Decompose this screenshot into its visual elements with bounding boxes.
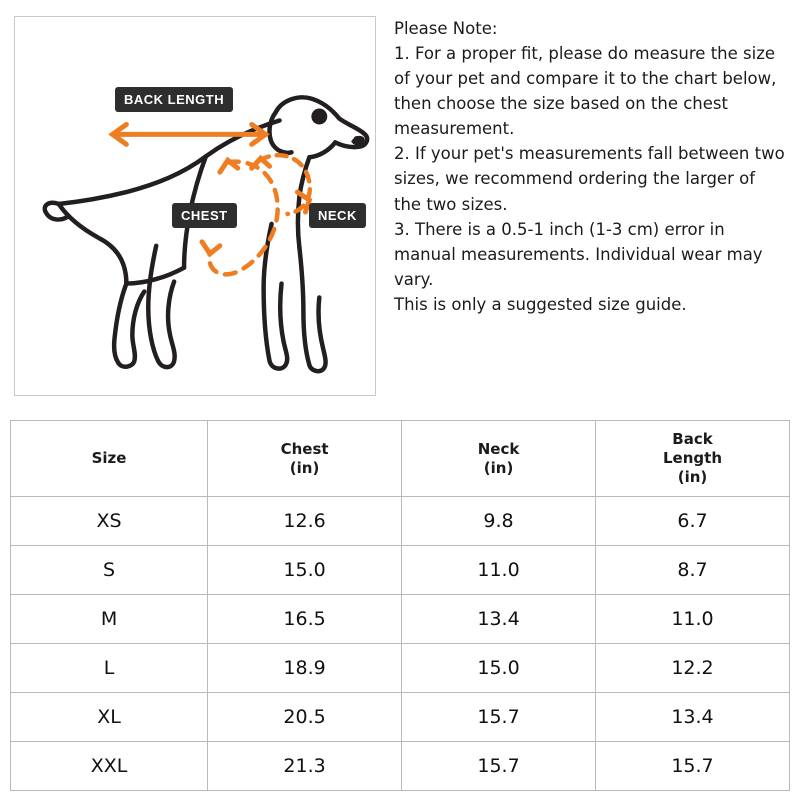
table-row [11, 693, 790, 742]
table-row [11, 595, 790, 644]
cell-chest: 18.9 [208, 644, 402, 693]
cell-neck: 15.0 [402, 644, 596, 693]
cell-chest: 12.6 [208, 497, 402, 546]
note-item-1: 1. For a proper fit, please do measure the size of your pet and compare it to the chart below, then choose the size based on the chest measurement. [394, 44, 777, 139]
cell-size: XS [11, 497, 208, 546]
note-item-3: 3. There is a 0.5-1 inch (1-3 cm) error in manual measurements. Individual wear may vary. [394, 219, 763, 289]
column-header-chest [208, 421, 402, 497]
dog-measurement-diagram [14, 16, 376, 396]
cell-back-length: 13.4 [596, 693, 790, 742]
cell-chest: 21.3 [208, 742, 402, 791]
top-section [0, 0, 800, 396]
table-header-row [11, 421, 790, 497]
column-header-neck [402, 421, 596, 497]
note-item-2: 2. If your pet's measurements fall between two sizes, we recommend ordering the larger of the two sizes. [394, 144, 785, 214]
cell-size: L [11, 644, 208, 693]
cell-back-length: 15.7 [596, 742, 790, 791]
cell-size: XL [11, 693, 208, 742]
chest-label: CHEST [172, 203, 237, 228]
cell-back-length: 12.2 [596, 644, 790, 693]
column-header-neck-label: Neck [477, 439, 520, 458]
cell-chest: 16.5 [208, 595, 402, 644]
size-chart-table [10, 420, 790, 791]
cell-chest: 20.5 [208, 693, 402, 742]
column-header-back-length [596, 421, 790, 497]
table-row [11, 742, 790, 791]
dog-eye [311, 109, 327, 125]
table-row [11, 497, 790, 546]
cell-neck: 11.0 [402, 546, 596, 595]
cell-neck: 9.8 [402, 497, 596, 546]
column-header-back-length-label: Back Length [663, 430, 722, 468]
column-header-chest-label: Chest [280, 439, 329, 458]
cell-neck: 13.4 [402, 595, 596, 644]
dog-outline [45, 97, 367, 371]
column-header-size-label: Size [91, 449, 127, 468]
please-note-block [376, 16, 790, 317]
cell-size: XXL [11, 742, 208, 791]
cell-size: S [11, 546, 208, 595]
table-row [11, 644, 790, 693]
cell-back-length: 6.7 [596, 497, 790, 546]
back-length-arrow [112, 124, 265, 144]
cell-back-length: 11.0 [596, 595, 790, 644]
size-chart-table-wrapper [10, 420, 790, 791]
column-header-size [11, 421, 208, 497]
cell-size: M [11, 595, 208, 644]
neck-label: NECK [309, 203, 366, 228]
cell-neck: 15.7 [402, 693, 596, 742]
column-header-neck-unit: (in) [483, 458, 514, 477]
note-heading: Please Note: [394, 19, 498, 38]
table-row [11, 546, 790, 595]
cell-neck: 15.7 [402, 742, 596, 791]
column-header-chest-unit: (in) [289, 458, 320, 477]
column-header-back-length-unit: (in) [677, 467, 708, 486]
cell-back-length: 8.7 [596, 546, 790, 595]
cell-chest: 15.0 [208, 546, 402, 595]
note-footer: This is only a suggested size guide. [394, 294, 687, 314]
back-length-label: BACK LENGTH [115, 87, 233, 112]
